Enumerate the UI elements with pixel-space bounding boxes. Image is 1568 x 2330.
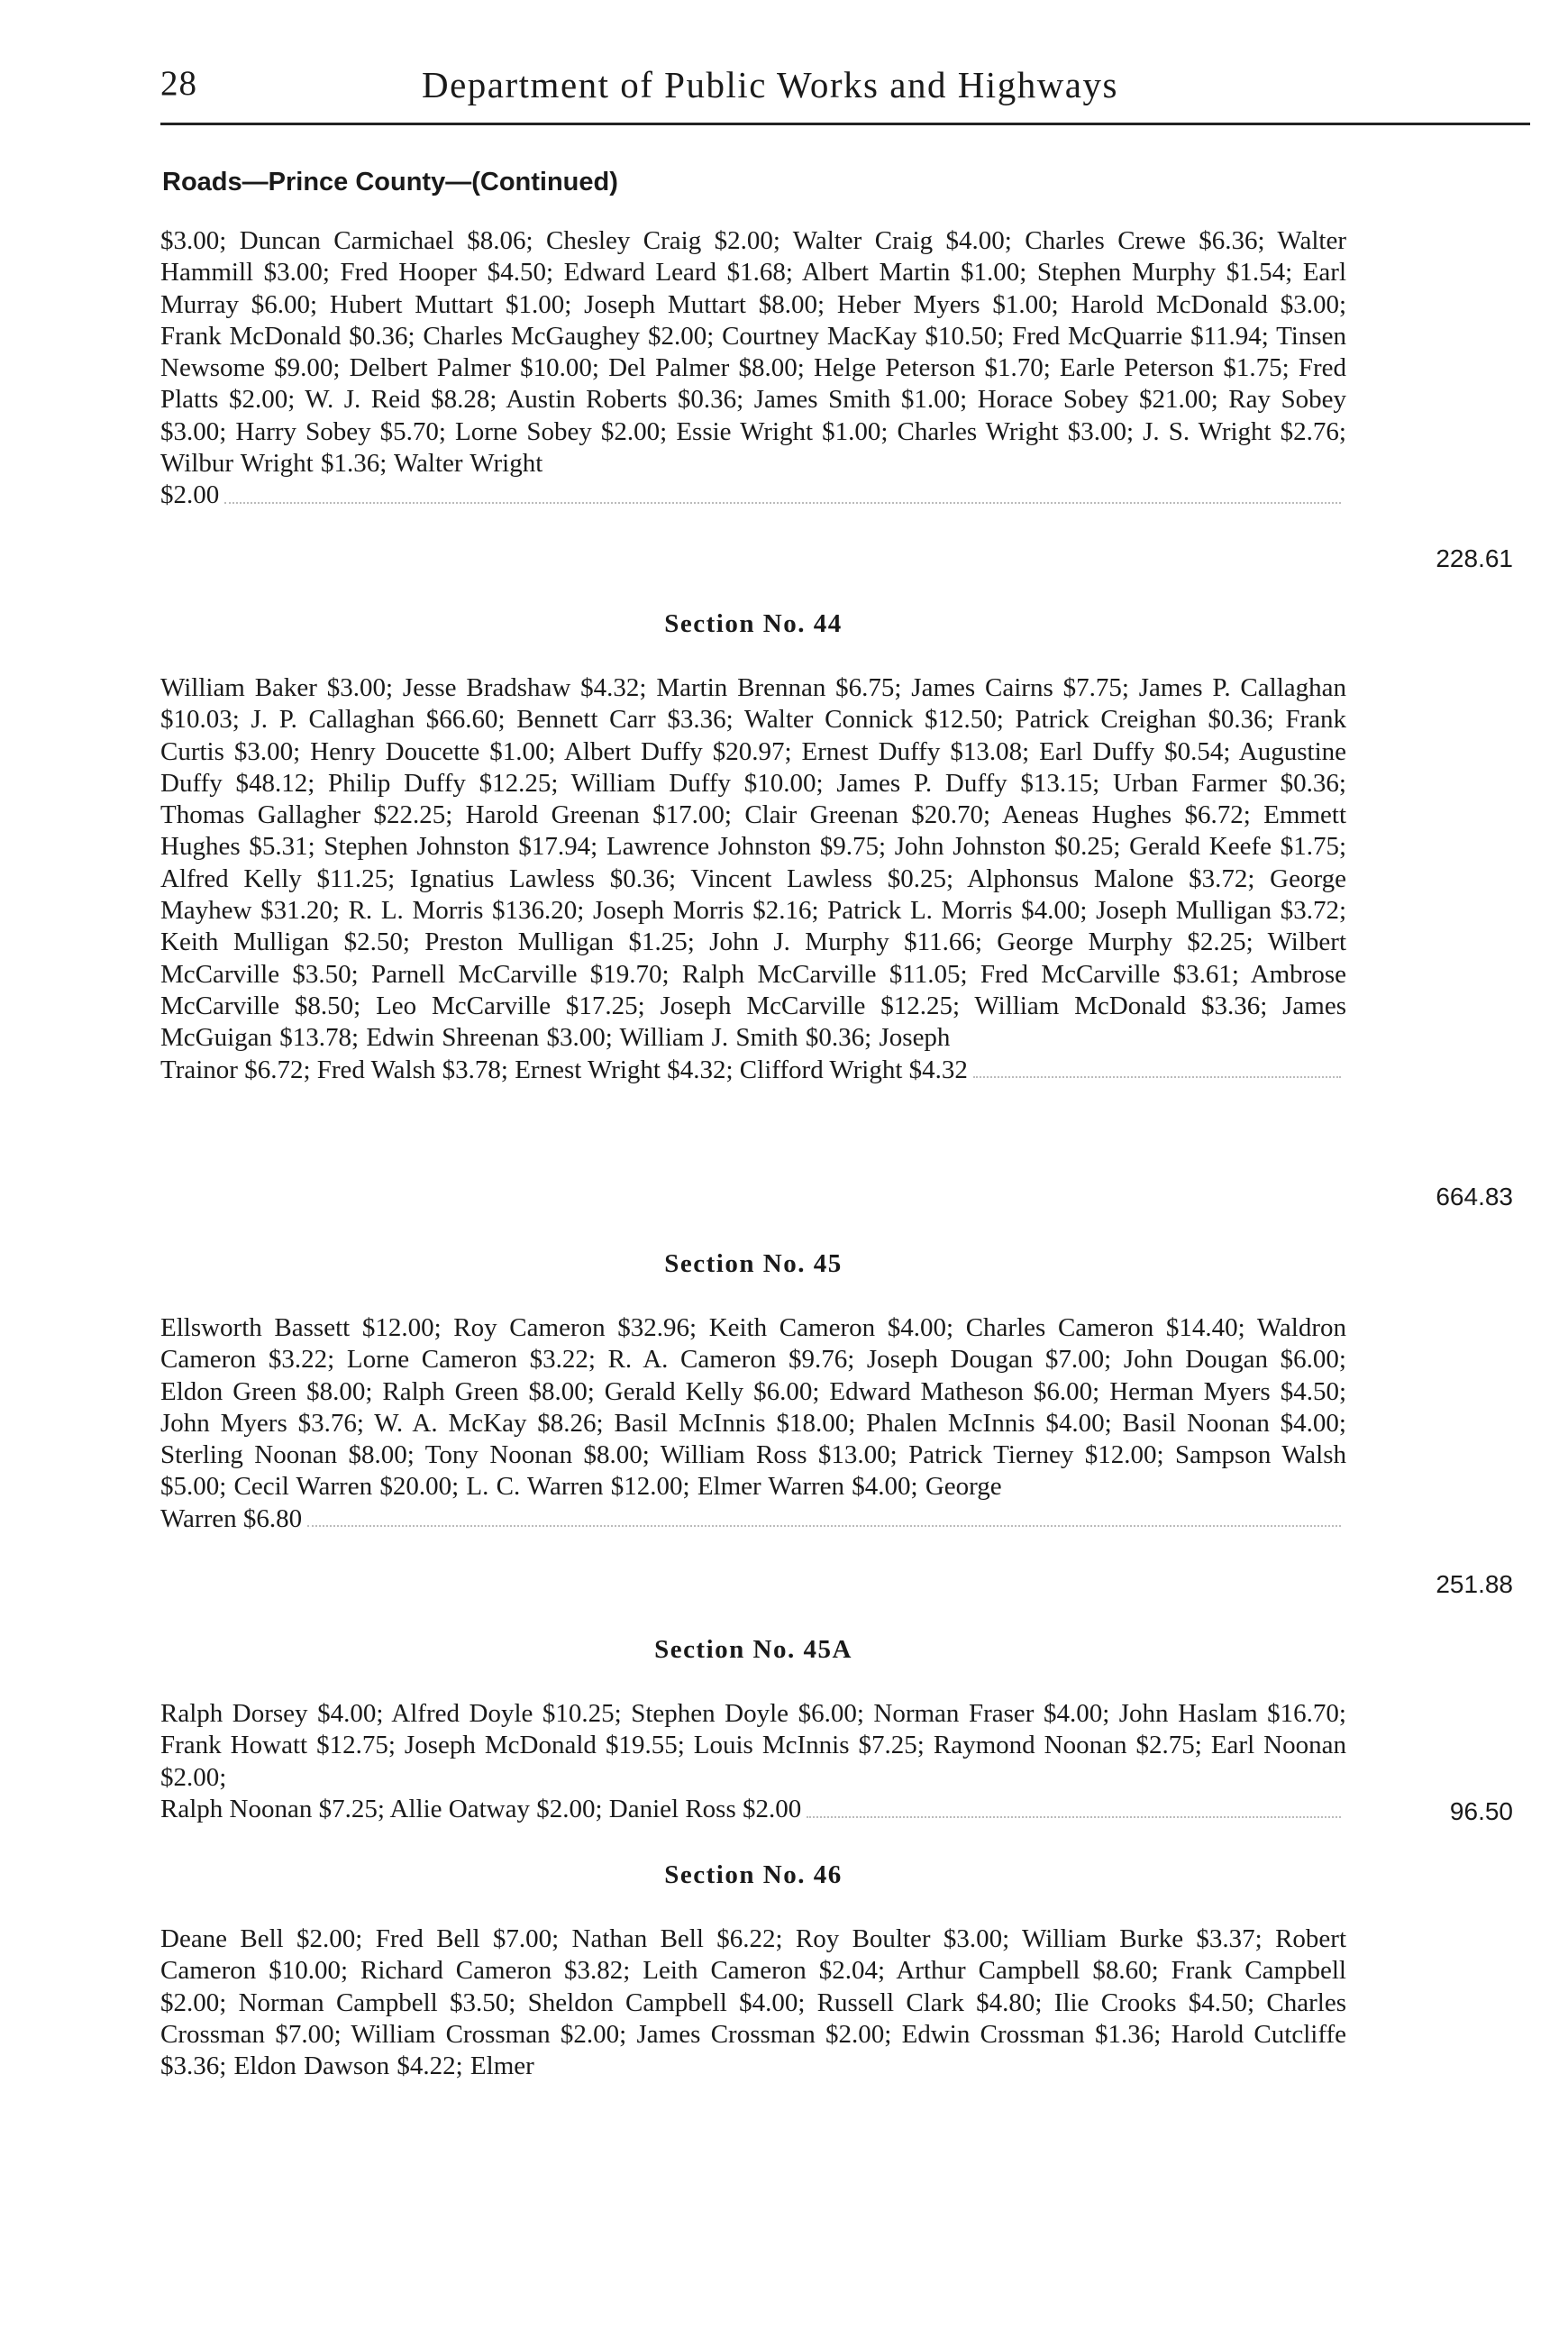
payment-block-section-45a [160, 1698, 1513, 1825]
payment-block-section-44 [160, 672, 1513, 1211]
section-heading: Section No. 45 [664, 1249, 843, 1278]
page-number: 28 [160, 64, 197, 103]
section-total: 96.50 [1449, 1797, 1513, 1825]
running-header [160, 63, 1494, 117]
section-total: 228.61 [1436, 544, 1513, 572]
payment-block-section-45 [160, 1312, 1513, 1598]
continued-heading: Roads—Prince County—(Continued) [162, 168, 618, 196]
payment-list: $3.00; Duncan Carmichael $8.06; Chesley Craig $2.00; Walter Craig $4.00; Charles Crewe $6.36; Walter Hammill $3.00; Fred Hooper $4.50; Edward Leard $1.68; Albert Martin $1.00; Stephen Murphy $1.54; Earl Murray $6.00; Hubert Muttart $1.00; Joseph Muttart $8.00; Heber Myers $1.00; Harold McDonald $3.00; Frank McDonald $0.36; Charles McGaughey $2.00; Courtney MacKay $10.50; Fred McQuarrie $11.94; Tinsen Newsome $9.00; Delbert Palmer $10.00; Del Palmer $8.00; Helge Peterson $1.70; Earle Peterson $1.75; Fred Platts $2.00; W. J. Reid $8.28; Austin Roberts $0.36; James Smith $1.00; Horace Sobey $21.00; Ray Sobey $3.00; Harry Sobey $5.70; Lorne Sobey $2.00; Essie Wright $1.00; Charles Wright $3.00; J. S. Wright $2.76; Wilbur Wright $1.36; Walter Wright [160, 226, 1346, 479]
dot-leader [307, 1525, 1341, 1527]
payment-list-last-line: Ralph Noonan $7.25; Allie Oatway $2.00; Daniel Ross $2.00 [160, 1794, 1346, 1825]
payment-list-last-line: Warren $6.80 [160, 1503, 1346, 1535]
dot-leader [807, 1816, 1341, 1818]
dot-leader [973, 1076, 1341, 1078]
payment-list: Ellsworth Bassett $12.00; Roy Cameron $32.96; Keith Cameron $4.00; Charles Cameron $14.40; Waldron Cameron $3.22; Lorne Cameron $3.22; R. A. Cameron $9.76; Joseph Dougan $7.00; John Dougan $6.00; Eldon Green $8.00; Ralph Green $8.00; Gerald Kelly $6.00; Edward Matheson $6.00; Herman Myers $4.50; John Myers $3.76; W. A. McKay $8.26; Basil McInnis $18.00; Phalen McInnis $4.00; Basil Noonan $4.00; Sterling Noonan $8.00; Tony Noonan $8.00; William Ross $13.00; Patrick Tierney $12.00; Sampson Walsh $5.00; Cecil Warren $20.00; L. C. Warren $12.00; Elmer Warren $4.00; George [160, 1313, 1346, 1502]
section-heading: Section No. 44 [664, 609, 843, 638]
payment-block-section-46 [160, 1923, 1346, 2082]
payment-list: William Baker $3.00; Jesse Bradshaw $4.32; Martin Brennan $6.75; James Cairns $7.75; James P. Callaghan $10.03; J. P. Callaghan $66.60; Bennett Carr $3.36; Walter Connick $12.50; Patrick Creighan $0.36; Frank Curtis $3.00; Henry Doucette $1.00; Albert Duffy $20.97; Ernest Duffy $13.08; Earl Duffy $0.54; Augustine Duffy $48.12; Philip Duffy $12.25; William Duffy $10.00; James P. Duffy $13.15; Urban Farmer $0.36; Thomas Gallagher $22.25; Harold Greenan $17.00; Clair Greenan $20.70; Aeneas Hughes $6.72; Emmett Hughes $5.31; Stephen Johnston $17.94; Lawrence Johnston $9.75; John Johnston $0.25; Gerald Keefe $1.75; Alfred Kelly $11.25; Ignatius Lawless $0.36; Vincent Lawless $0.25; Alphonsus Malone $3.72; George Mayhew $31.20; R. L. Morris $136.20; Joseph Morris $2.16; Patrick L. Morris $4.00; Joseph Mulligan $3.72; Keith Mulligan $2.50; Preston Mulligan $1.25; John J. Murphy $11.66; George Murphy $2.25; Wilbert McCarville $3.50; Parnell McCarville $19.70; Ralph McCarville $11.05; Fred McCarville $3.61; Ambrose McCarville $8.50; Leo McCarville $17.25; Joseph McCarville $12.25; William McDonald $3.36; James McGuigan $13.78; Edwin Shreenan $3.00; William J. Smith $0.36; Joseph [160, 673, 1346, 1053]
payment-list: Ralph Dorsey $4.00; Alfred Doyle $10.25; Stephen Doyle $6.00; Norman Fraser $4.00; John Haslam $16.70; Frank Howatt $12.75; Joseph McDonald $19.55; Louis McInnis $7.25; Raymond Noonan $2.75; Earl Noonan $2.00; [160, 1699, 1346, 1792]
section-total: 251.88 [1436, 1570, 1513, 1598]
header-rule [160, 123, 1530, 125]
running-title: Department of Public Works and Highways [422, 64, 1118, 105]
section-total: 664.83 [1436, 1183, 1513, 1211]
section-heading: Section No. 46 [664, 1860, 843, 1889]
section-heading: Section No. 45A [654, 1635, 852, 1664]
payment-list-last-line: $2.00 [160, 480, 1346, 511]
payment-block-continued [160, 225, 1513, 572]
dot-leader [224, 502, 1341, 504]
payment-list: Deane Bell $2.00; Fred Bell $7.00; Nathan Bell $6.22; Roy Boulter $3.00; William Burke $3.37; Robert Cameron $10.00; Richard Cameron $3.82; Leith Cameron $2.04; Arthur Campbell $8.60; Frank Campbell $2.00; Norman Campbell $3.50; Sheldon Campbell $4.00; Russell Clark $4.80; Ilie Crooks $4.50; Charles Crossman $7.00; William Crossman $2.00; James Crossman $2.00; Edwin Crossman $1.36; Harold Cutcliffe $3.36; Eldon Dawson $4.22; Elmer [160, 1924, 1346, 2081]
payment-list-last-line: Trainor $6.72; Fred Walsh $3.78; Ernest Wright $4.32; Clifford Wright $4.32 [160, 1055, 1346, 1086]
